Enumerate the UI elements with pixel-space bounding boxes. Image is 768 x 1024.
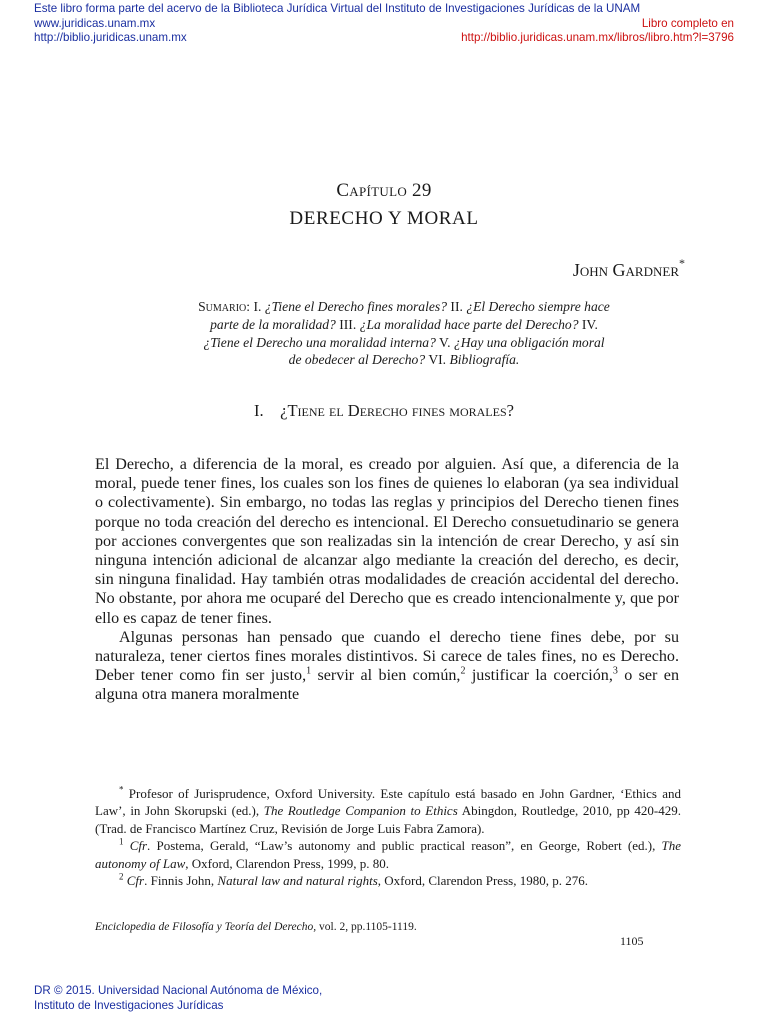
footnote-title: Natural law and natural rights: [217, 873, 378, 889]
summary-num: II.: [450, 299, 463, 314]
summary-num: III.: [339, 316, 357, 332]
institute-line: Instituto de Investigaciones Jurídicas: [34, 998, 224, 1012]
author: [573, 258, 685, 281]
paragraph-text: justificar la coerción,: [465, 667, 613, 685]
footnote-star: [95, 785, 681, 837]
summary-item: Bibliografía.: [449, 352, 520, 368]
site-link[interactable]: www.juridicas.unam.mx: [34, 16, 156, 30]
paragraph-text: o ser en alguna otra manera moralmente: [95, 667, 679, 704]
summary-item: ¿Hay una obligación moral de obedecer al Derecho?: [288, 334, 605, 368]
paragraph-text: Algunas personas han pensado que cuando el derecho tiene fines debe, por su naturaleza, tener ciertos fines morales distintivos. Si carece de tales fines, no es Derecho. Deber tener como fin ser justo,: [95, 628, 679, 685]
footnote-1: [95, 837, 681, 872]
author-footnote-mark: *: [679, 256, 685, 270]
citation-rest: vol. 2, pp.1105-1119.: [316, 921, 417, 933]
author-name: John Gardner: [572, 260, 679, 280]
summary-label: Sumario:: [198, 299, 251, 314]
section-heading: [0, 401, 768, 421]
footnote-mark: *: [119, 784, 124, 795]
footnote-text: , Oxford, Clarendon Press, 1980, p. 276.: [377, 873, 588, 889]
footnote-title: The autonomy of Law: [95, 838, 682, 871]
copyright-footer: [34, 984, 322, 1013]
banner-notice: Este libro forma parte del acervo de la Biblioteca Jurídica Virtual del Instituto de Investigaciones Jurídicas de la UNAM: [34, 2, 641, 15]
full-book-label: Libro completo en: [641, 16, 734, 30]
body-text: [95, 455, 679, 705]
footnote-text: Abingdon, Routledge, 2010, pp 420-429. (Trad. de Francisco Martínez Cruz, Revisión de Jorge Luis Fabra Zamora).: [95, 803, 682, 836]
footnote-text: , Oxford, Clarendon Press, 1999, p. 80.: [185, 855, 389, 871]
footnote-text: . Postema, Gerald, “Law’s autonomy and public practical reason”, en George, Robert (ed.),: [147, 838, 662, 854]
summary-num: I.: [253, 299, 262, 314]
summary-num: VI.: [428, 352, 447, 368]
summary-item: ¿Tiene el Derecho fines morales?: [264, 299, 448, 314]
footnote-mark: 1: [119, 836, 124, 847]
footnote-ref[interactable]: 1: [306, 665, 312, 677]
chapter-title: DERECHO Y MORAL: [289, 208, 479, 229]
summary-item: ¿La moralidad hace parte del Derecho?: [359, 316, 579, 332]
library-banner: [34, 2, 734, 46]
summary-num: V.: [439, 334, 451, 350]
footnote-title: The Routledge Companion to Ethics: [263, 803, 458, 819]
footnote-mark: 2: [119, 871, 124, 882]
footnote-cfr: Cfr: [126, 873, 145, 889]
footnote-cfr: Cfr: [129, 838, 148, 854]
footnote-ref[interactable]: 2: [460, 665, 466, 677]
footnote-2: [95, 872, 681, 889]
chapter-summary: [198, 298, 610, 369]
book-url-link[interactable]: http://biblio.juridicas.unam.mx/libros/libro.htm?l=3796: [461, 31, 734, 44]
citation-title: Enciclopedia de Filosofía y Teoría del Derecho,: [95, 921, 317, 933]
footnote-text: . Finnis John,: [144, 873, 218, 889]
summary-item: ¿El Derecho siempre hace parte de la moralidad?: [210, 299, 610, 332]
source-citation: [95, 921, 417, 933]
section-number: I.: [254, 401, 264, 420]
paragraph: [95, 628, 679, 705]
summary-num: IV.: [581, 316, 598, 332]
page-number: 1105: [620, 934, 644, 948]
footnote-ref[interactable]: 3: [612, 665, 618, 677]
footnote-text: Profesor of Jurisprudence, Oxford University. Este capítulo está basado en John Gardner, ‘Ethics and Law’, in John Skorupski (ed.),: [95, 786, 681, 819]
biblio-link[interactable]: http://biblio.juridicas.unam.mx: [34, 31, 187, 44]
footnotes: [95, 785, 681, 889]
section-title: ¿Tiene el Derecho fines morales?: [280, 401, 514, 420]
paragraph-text: servir al bien común,: [311, 667, 461, 685]
copyright-line: DR © 2015. Universidad Nacional Autónoma de México,: [34, 984, 323, 997]
paragraph: El Derecho, a diferencia de la moral, es creado por alguien. Así que, a diferencia de la moral, puede tener fines, los cuales son los fines de quienes lo elaboran (ya sea individual o colectivamente). Sin embargo, no todas las reglas y principios del Derecho tienen fines porque no toda creación del derecho es intencional. El Derecho consuetudinario se genera por acciones convergentes que son realizadas sin la intención de crear Derecho, y así sin ninguna intención adicional de alcanzar algo mediante la creación del derecho, es decir, sin ninguna finalidad. Hay también otras modalidades de creación accidental del derecho. No obstante, por ahora me ocuparé del Derecho que es creado intencionalmente y, que por ello es capaz de tener fines.: [95, 456, 679, 627]
chapter-label: Capítulo 29: [336, 180, 432, 201]
summary-item: ¿Tiene el Derecho una moralidad interna?: [203, 334, 436, 350]
